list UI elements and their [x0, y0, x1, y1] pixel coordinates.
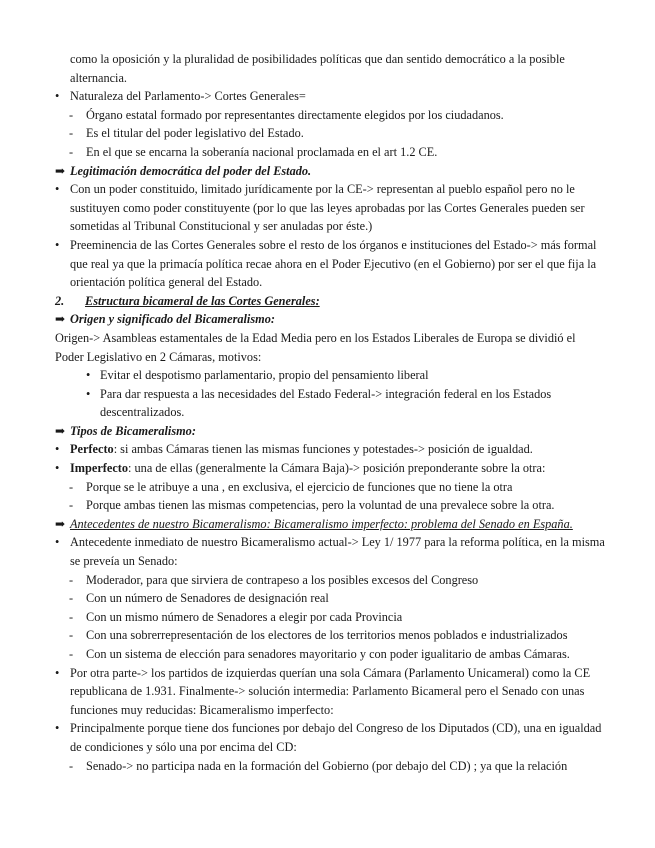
section-heading: [55, 162, 605, 181]
dash-item: - Con un número de Senadores de designación real: [55, 589, 605, 608]
heading-text: Tipos de Bicameralismo:: [70, 423, 196, 438]
heading-text: Antecedentes de nuestro Bicameralismo: Bicameralismo imperfecto: problema del Senado en España.: [70, 516, 573, 531]
arrow-icon: ➡: [55, 312, 66, 327]
arrow-icon: ➡: [55, 423, 66, 438]
arrow-icon: ➡: [55, 516, 66, 531]
section-heading: [55, 515, 605, 534]
section-heading: [55, 310, 605, 329]
numbered-heading: [55, 292, 605, 311]
section-heading: [55, 422, 605, 441]
dash-item: - Porque ambas tienen las mismas competencias, pero la voluntad de una prevalece sobre la otra.: [55, 496, 605, 515]
bullet-item: • Antecedente inmediato de nuestro Bicameralismo actual-> Ley 1/ 1977 para la reforma política, en la misma se preveía un Senado:: [55, 533, 605, 570]
paragraph: Origen-> Asambleas estamentales de la Edad Media pero en los Estados Liberales de Europa se dividió el Poder Legislativo en 2 Cámaras, motivos:: [55, 330, 576, 364]
dash-item: - Con un mismo número de Senadores a elegir por cada Provincia: [55, 608, 605, 627]
bullet-item: • Principalmente porque tiene dos funciones por debajo del Congreso de los Diputados (CD), una en igualdad de condiciones y sólo una por encima del CD:: [55, 719, 605, 756]
bullet-item: • Preeminencia de las Cortes Generales sobre el resto de los órganos e instituciones del Estado-> más formal que real ya que la primacía política recae ahora en el Poder Ejecutivo (en el Gobierno) por ser el que fija la orientación política general del Estado.: [55, 236, 605, 292]
bullet-item: [55, 459, 605, 478]
paragraph: como la oposición y la pluralidad de posibilidades políticas que dan sentido democrático a la posible alternancia.: [70, 52, 565, 85]
heading-number: 2.: [55, 293, 65, 308]
dash-item: - Con un sistema de elección para senadores mayoritario y con poder igualitario de ambas Cámaras.: [55, 645, 605, 664]
dash-item: - Órgano estatal formado por representantes directamente elegidos por los ciudadanos.: [55, 106, 605, 125]
bullet-item: • Con un poder constituido, limitado jurídicamente por la CE-> representan al pueblo español pero no le sustituyen como poder constituyente (por lo que las leyes aprobadas por las Cortes Generales pueden ser sometidas al Tribunal Constitucional y ser anuladas por éste.): [55, 180, 605, 236]
bullet-item: • Naturaleza del Parlamento-> Cortes Generales=: [55, 87, 605, 106]
arrow-icon: ➡: [55, 163, 66, 178]
term-imperfecto: Imperfecto: [70, 461, 129, 476]
dash-item: - Senado-> no participa nada en la formación del Gobierno (por debajo del CD) ; ya que la relación: [55, 757, 605, 776]
dash-item: - Moderador, para que sirviera de contrapeso a los posibles excesos del Congreso: [55, 571, 605, 590]
term-definition: : si ambas Cámaras tienen las mismas funciones y potestades-> posición de igualdad.: [113, 442, 533, 457]
dash-item: - Es el titular del poder legislativo del Estado.: [55, 124, 605, 143]
heading-text: Origen y significado del Bicameralismo:: [70, 312, 275, 327]
bullet-item: [55, 440, 605, 459]
term-perfecto: Perfecto: [70, 442, 114, 457]
bullet-item: • Por otra parte-> los partidos de izquierdas querían una sola Cámara (Parlamento Unicameral) como la CE republicana de 1.931. Finalmente-> solución intermedia: Parlamento Bicameral pero el Senado con unas funciones muy reducidas: Bicameralismo imperfecto:: [55, 664, 605, 720]
heading-text: Legitimación democrática del poder del Estado.: [70, 163, 312, 178]
dash-item: - En el que se encarna la soberanía nacional proclamada en el art 1.2 CE.: [55, 143, 605, 162]
heading-text: Estructura bicameral de las Cortes Generales:: [85, 293, 320, 308]
dash-item: - Con una sobrerrepresentación de los electores de los territorios menos poblados e industrializados: [55, 626, 605, 645]
bullet-item: • Evitar el despotismo parlamentario, propio del pensamiento liberal: [55, 366, 605, 385]
bullet-item: • Para dar respuesta a las necesidades del Estado Federal-> integración federal en los Estados descentralizados.: [55, 385, 605, 422]
dash-item: - Porque se le atribuye a una , en exclusiva, el ejercicio de funciones que no tiene la otra: [55, 478, 605, 497]
term-definition: : una de ellas (generalmente la Cámara Baja)-> posición preponderante sobre la otra:: [128, 461, 546, 476]
